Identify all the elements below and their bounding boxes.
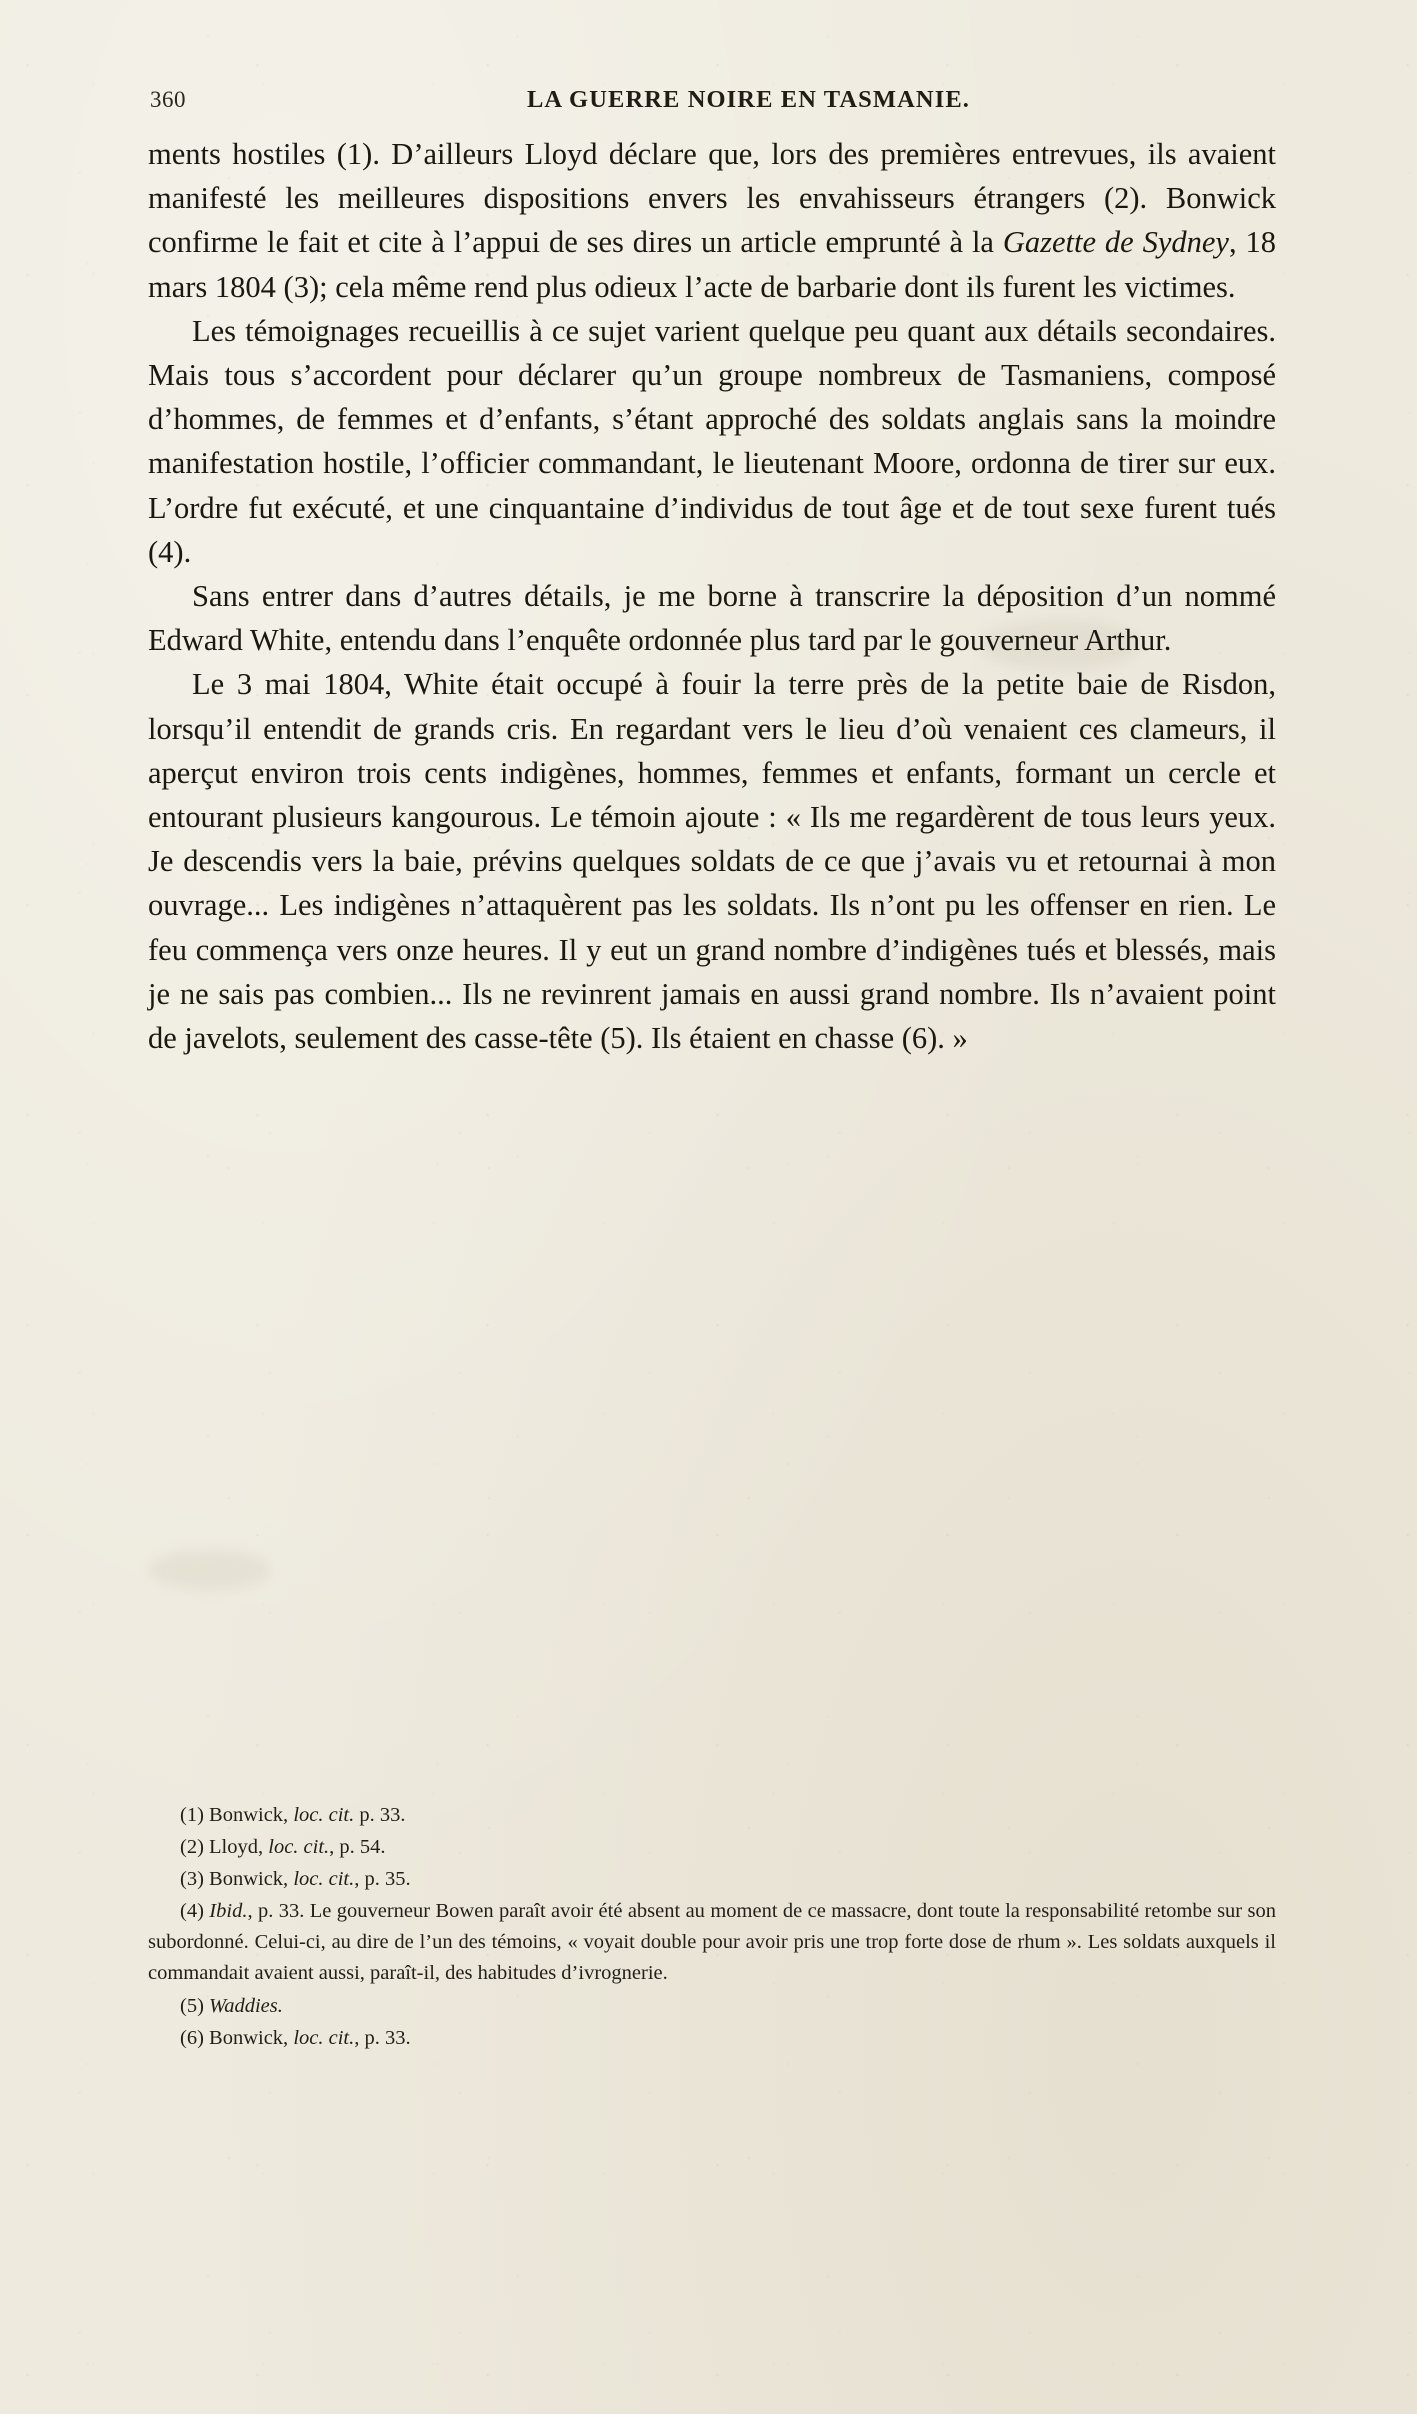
text-run: (6) Bonwick, [180,2027,294,2049]
italic-text: loc. cit. [268,1836,330,1858]
italic-text: Waddies. [209,1995,283,2017]
paragraph [148,132,1276,309]
text-run: p. 33. [354,1804,406,1826]
text-run: Les témoignages recueillis à ce sujet varient quelque peu quant aux détails secondaires. Mais tous s’accordent pour déclarer qu’un groupe nombreux de Tasmaniens, composé d’hommes, de femmes et d’enfants, s’étant approché des soldats anglais sans la moindre manifestation hostile, l’officier commandant, le lieutenant Moore, ordonna de tirer sur eux. L’ordre fut exécuté, et une cinquantaine d’individus de tout âge et de tout sexe furent tués (4). [148,313,1276,569]
body-text [148,132,1276,1060]
italic-text: loc. cit. [293,2027,355,2049]
text-run: (1) Bonwick, [180,1804,294,1826]
footnote [148,1991,1276,2021]
text-run: , p. 54. [329,1836,386,1858]
text-run: (3) Bonwick, [180,1868,294,1890]
text-run: Le 3 mai 1804, White était occupé à fouir la terre près de la petite baie de Risdon, lorsqu’il entendit de grands cris. En regardant vers le lieu d’où venaient ces clameurs, il aperçut environ trois cents indigènes, hommes, femmes et enfants, formant un cercle et entourant plusieurs kangourous. Le témoin ajoute : « Ils me regardèrent de tous leurs yeux. Je descendis vers la baie, prévins quelques soldats de ce que j’avais vu et retournai à mon ouvrage... Les indigènes n’attaquèrent pas les soldats. Ils n’ont pu les offenser en rien. Le feu commença vers onze heures. Il y eut un grand nombre d’indigènes tués et blessés, mais je ne sais pas combien... Ils ne revinrent jamais en aussi grand nombre. Ils n’avaient point de javelots, seulement des casse-tête (5). Ils étaient en chasse (6). » [148,667,1276,1056]
italic-text: loc. cit. [293,1868,355,1890]
text-run: (4) [180,1900,210,1922]
italic-text: Gazette de Sydney [1002,225,1229,260]
paragraph [148,309,1276,574]
italic-text: Ibid. [209,1900,248,1922]
footnote [148,1896,1276,1989]
footnote [148,2023,1276,2053]
paper-smudge [150,1550,270,1590]
text-run: , p. 33. Le gouverneur Bowen paraît avoir été absent au moment de ce massacre, dont toute la responsabilité retombe sur son subordonné. Celui-ci, au dire de l’un des témoins, « voyait double pour avoir pris une trop forte dose de rhum ». Les soldats auxquels il commandait avaient aussi, paraît-il, des habitudes d’ivrognerie. [148,1900,1276,1984]
text-run: Sans entrer dans d’autres détails, je me borne à transcrire la déposition d’un nommé Edward White, entendu dans l’enquête ordonnée plus tard par le gouverneur Arthur. [148,579,1276,658]
footnote [148,1832,1276,1862]
text-run: , 18 mars 1804 (3); cela même rend plus odieux l’acte de barbarie dont ils furent les victimes. [148,225,1276,304]
text-run: ments hostiles (1). D’ailleurs Lloyd déclare que, lors des premières entrevues, ils avaient manifesté les meilleures dispositions envers les envahisseurs étrangers (2). Bonwick confirme le fait et cite à l’appui de ses dires un article emprunté à la [148,137,1276,260]
paragraph [148,662,1276,1060]
paragraph [148,574,1276,662]
page-header [150,86,1297,114]
footnote [148,1800,1276,1830]
text-run: (5) [180,1995,210,2017]
text-run: , p. 33. [354,2027,411,2049]
footnotes-block [148,1800,1276,2055]
italic-text: loc. cit. [293,1804,355,1826]
footnote [148,1864,1276,1894]
running-title: LA GUERRE NOIRE EN TASMANIE. [526,86,971,113]
text-run: (2) Lloyd, [180,1836,269,1858]
text-run: , p. 35. [354,1868,411,1890]
page-number: 360 [150,87,186,112]
